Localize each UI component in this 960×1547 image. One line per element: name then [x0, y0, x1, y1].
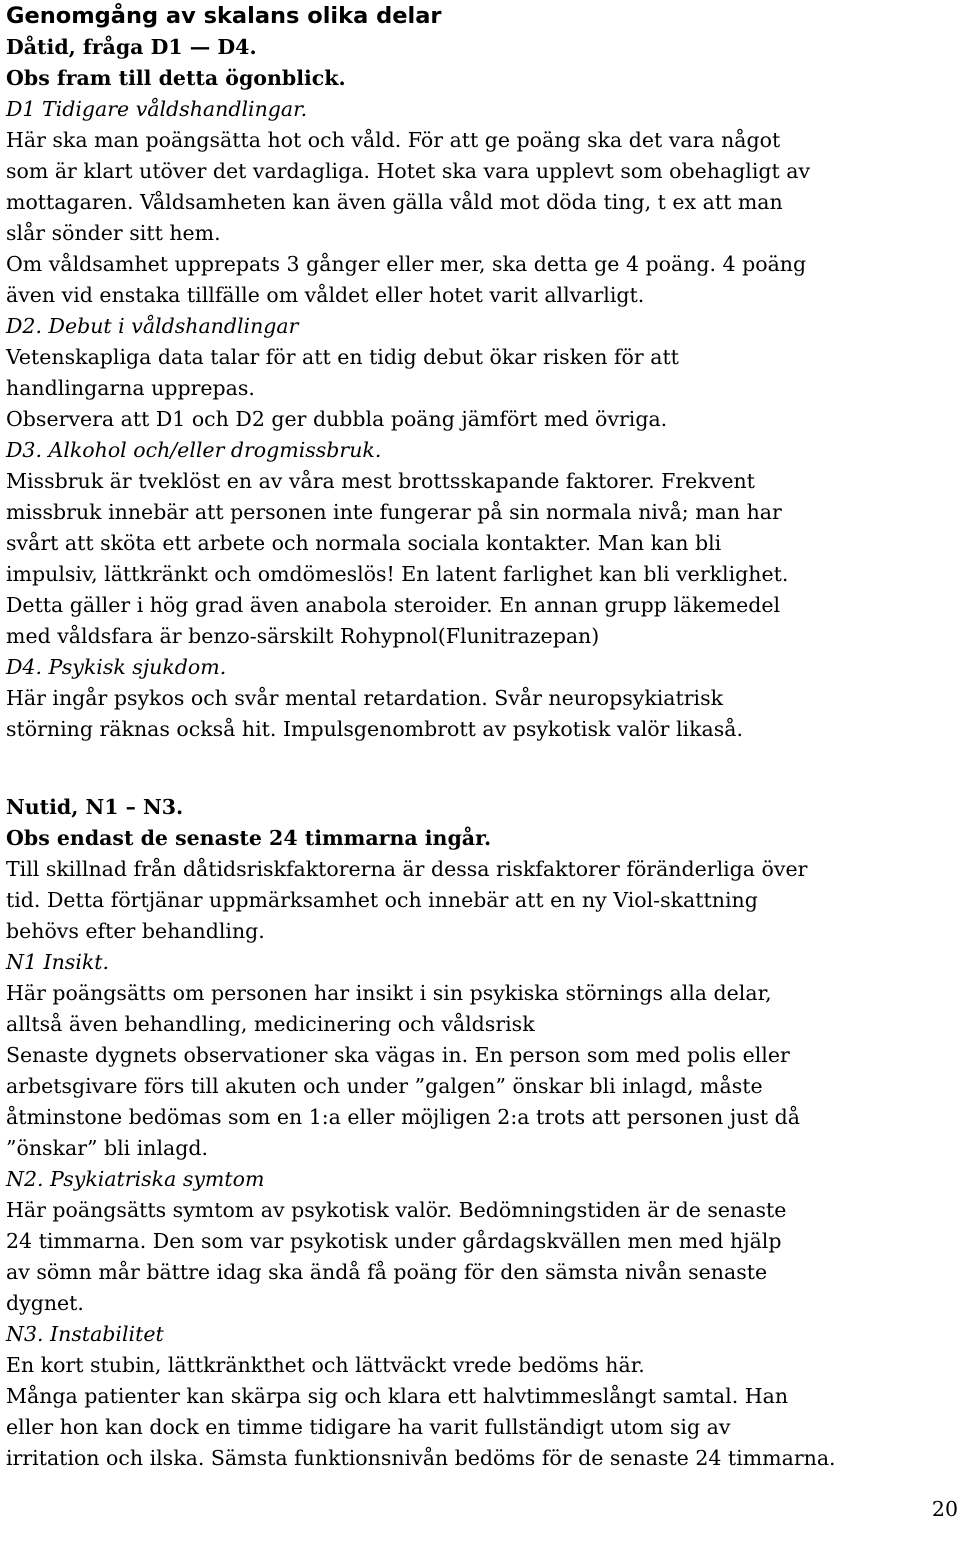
- document-page: [6, 0, 956, 1474]
- datid-note: Obs fram till detta ögonblick.: [6, 66, 346, 90]
- datid-heading: Dåtid, fråga D1 — D4.: [6, 35, 257, 59]
- d2-text: Vetenskapliga data talar för att en tidig debut ökar risken för att handlingarna upprepas. Observera att D1 och D2 ger dubbla poäng jämfört med övriga.: [6, 345, 679, 431]
- n3-text: En kort stubin, lättkränkthet och lättväckt vrede bedöms här. Många patienter kan skärpa sig och klara ett halvtimmeslångt samtal. Han eller hon kan dock en timme tidigare ha varit fullständigt utom sig av irritation och ilska. Sämsta funktionsnivån bedöms för de senaste 24 timmarna.: [6, 1353, 836, 1470]
- d2-title: D2. Debut i våldshandlingar: [6, 314, 299, 338]
- nutid-intro: Till skillnad från dåtidsriskfaktorerna är dessa riskfaktorer föränderliga över tid. Detta förtjänar uppmärksamhet och innebär att en ny Viol-skattning behövs efter behandling.: [6, 857, 808, 943]
- d4-title: D4. Psykisk sjukdom.: [6, 655, 227, 679]
- d3-title: D3. Alkohol och/eller drogmissbruk.: [6, 438, 382, 462]
- page-title: Genomgång av skalans olika delar: [6, 3, 442, 29]
- nutid-section: [6, 792, 956, 1474]
- d1-title: D1 Tidigare våldshandlingar.: [6, 97, 308, 121]
- page-number: 20: [931, 1497, 958, 1521]
- n1-text: Här poängsätts om personen har insikt i sin psykiska störnings alla delar, alltså även behandling, medicinering och våldsrisk Senaste dygnets observationer ska vägas in. En person som med polis eller arbetsgivare förs till akuten och under ”galgen” önskar bli inlagd, måste åtminstone bedömas som en 1:a eller möjligen 2:a trots att personen just då ”önskar” bli inlagd.: [6, 981, 801, 1160]
- datid-section: [6, 32, 956, 745]
- n3-title: N3. Instabilitet: [6, 1322, 164, 1346]
- d3-text: Missbruk är tveklöst en av våra mest brottsskapande faktorer. Frekvent missbruk innebär att personen inte fungerar på sin normala nivå; man har svårt att sköta ett arbete och normala sociala kontakter. Man kan bli impulsiv, lättkränkt och omdömeslös! En latent farlighet kan bli verklighet. Detta gäller i hög grad även anabola steroider. En annan grupp läkemedel med våldsfara är benzo-särskilt Rohypnol(Flunitrazepan): [6, 469, 789, 648]
- n2-title: N2. Psykiatriska symtom: [6, 1167, 265, 1191]
- n1-title: N1 Insikt.: [6, 950, 110, 974]
- n2-text: Här poängsätts symtom av psykotisk valör. Bedömningstiden är de senaste 24 timmarna. Den som var psykotisk under gårdagskvällen men med hjälp av sömn mår bättre idag ska ändå få poäng för den sämsta nivån senaste dygnet.: [6, 1198, 787, 1315]
- section-spacer: [6, 745, 956, 792]
- d1-text: Här ska man poängsätta hot och våld. För att ge poäng ska det vara något som är klart utöver det vardagliga. Hotet ska vara upplevt som obehagligt av mottagaren. Våldsamheten kan även gälla våld mot döda ting, t ex att man slår sönder sitt hem. Om våldsamhet upprepats 3 gånger eller mer, ska detta ge 4 poäng. 4 poäng även vid enstaka tillfälle om våldet eller hotet varit allvarligt.: [6, 128, 811, 307]
- nutid-note: Obs endast de senaste 24 timmarna ingår.: [6, 826, 492, 850]
- nutid-heading: Nutid, N1 – N3.: [6, 795, 184, 819]
- d4-text: Här ingår psykos och svår mental retardation. Svår neuropsykiatrisk störning räknas också hit. Impulsgenombrott av psykotisk valör likaså.: [6, 686, 743, 741]
